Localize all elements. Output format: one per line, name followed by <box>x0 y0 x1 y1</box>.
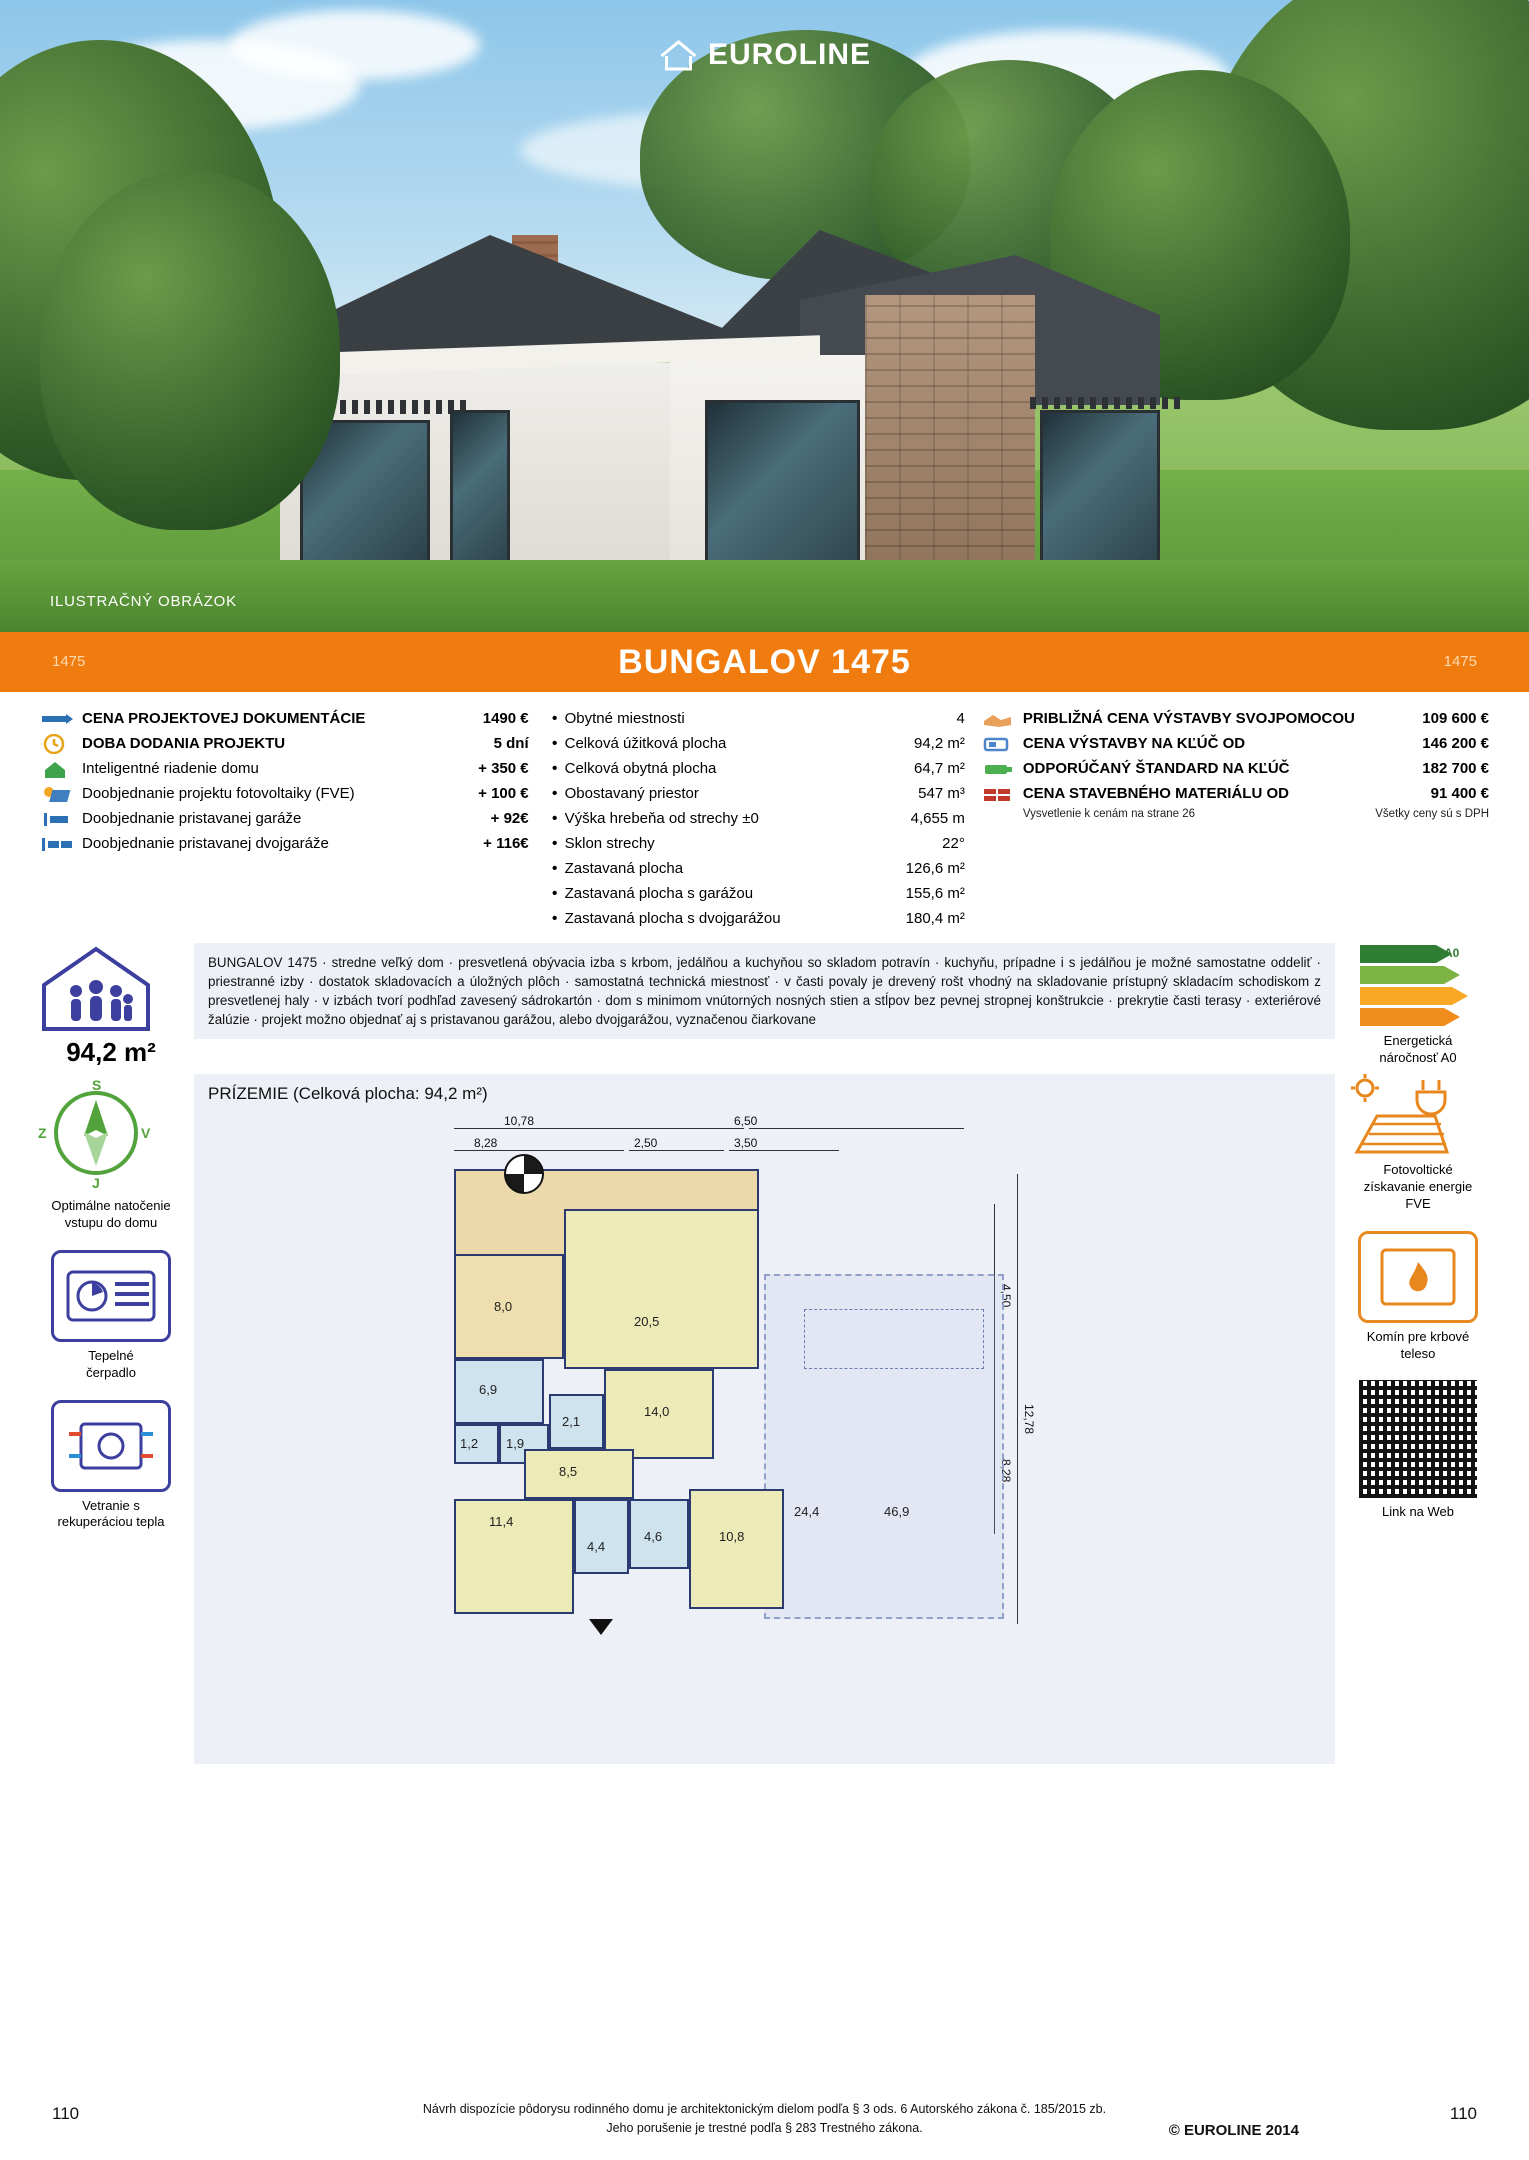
param-row <box>545 781 965 806</box>
spec-row <box>40 731 529 756</box>
dim-top-4: 2,50 <box>634 1136 658 1150</box>
orientation-badge <box>36 1074 186 1232</box>
dim-top-5: 3,50 <box>734 1136 758 1150</box>
param-value: 180,4 m² <box>905 910 965 927</box>
spec-value: + 92€ <box>490 810 529 827</box>
heat-pump-icon <box>51 1250 171 1342</box>
energy-label-icon <box>1358 943 1478 1027</box>
spec-value: 182 700 € <box>1422 760 1490 777</box>
param-row <box>545 906 965 931</box>
orientation-caption: Optimálne natočenie vstupu do domu <box>51 1198 171 1230</box>
garage-door-dash <box>804 1309 984 1369</box>
spec-row <box>40 706 529 731</box>
key-icon <box>981 734 1023 754</box>
param-row <box>545 706 965 731</box>
room-area: 6,9 <box>479 1382 498 1397</box>
pergola <box>1030 397 1180 409</box>
room-area: 8,0 <box>494 1299 513 1314</box>
param-label: Celková obytná plocha <box>564 760 717 777</box>
floorplan-title: PRÍZEMIE (Celková plocha: 94,2 m²) <box>208 1084 488 1103</box>
web-link-badge[interactable] <box>1343 1380 1493 1521</box>
brand-logo <box>658 38 871 72</box>
spec-value: 146 200 € <box>1422 735 1490 752</box>
spec-label: CENA VÝSTAVBY NA KĽÚČ OD <box>1022 735 1246 752</box>
spec-label: Doobjednanie pristavanej garáže <box>82 810 302 827</box>
description-section <box>0 937 1529 1068</box>
ventilation-badge <box>36 1400 186 1532</box>
total-area-value: 94,2 m² <box>66 1037 156 1067</box>
param-row <box>545 856 965 881</box>
param-value: 4,655 m <box>910 810 965 827</box>
param-label: Výška hrebeňa od strechy ±0 <box>564 810 759 827</box>
spec-value: 1490 € <box>482 710 529 727</box>
build-price-column <box>981 706 1489 931</box>
garage-double-icon <box>40 834 82 854</box>
bullet: • <box>551 834 558 852</box>
north-marker-icon <box>504 1154 544 1194</box>
param-value: 94,2 m² <box>913 735 965 752</box>
param-label: Sklon strechy <box>564 835 655 852</box>
spec-value: + 116€ <box>483 835 529 852</box>
spec-value: + 100 € <box>478 785 529 802</box>
left-badges <box>36 1074 186 1764</box>
spec-row <box>40 756 529 781</box>
param-row <box>545 756 965 781</box>
price-column <box>40 706 529 931</box>
spec-row <box>40 831 529 856</box>
floorplan-section <box>0 1068 1529 1764</box>
heatpump-caption: Tepelné čerpadlo <box>86 1347 136 1380</box>
tree <box>40 170 340 530</box>
spec-row <box>40 806 529 831</box>
spec-row <box>981 756 1489 781</box>
param-value: 547 m³ <box>918 785 965 802</box>
window <box>450 410 510 575</box>
hero-image <box>0 0 1529 632</box>
param-value: 126,6 m² <box>905 860 965 877</box>
blueprint-icon <box>40 711 82 727</box>
price-notes <box>981 808 1489 820</box>
spec-label: Inteligentné riadenie domu <box>82 760 259 777</box>
floorplan <box>194 1074 1335 1764</box>
solar-panel-icon <box>40 784 82 804</box>
standard-icon <box>981 759 1023 779</box>
bullet: • <box>551 909 558 927</box>
room-area: 46,9 <box>884 1504 910 1519</box>
house-description: BUNGALOV 1475 · stredne veľký dom · presvetlená obývacia izba s krbom, jedálňou a kuchyňou so skladom potravín · kuchyňu, prípadne i s jedálňou je možné samostatne oddeliť · priestranné izby · dostatok skladovacích a úložných plôch · samostatná technická miestnosť · v časti povaly je drevený rošt vhodný na skladovanie prístupný skladacím schodiskom z presvetlenej haly · v izbách tvorí podhľad zavesený sádrokartón · dom s minimom vnútorných nosných stien a stĺpov bez pevnej stropnej konštrukcie · prekrytie časti terasy · exteriérové žalúzie · projekt možno objednať aj s pristavanou garážou, alebo dvojgarážou, vyznačenou čiarkovane <box>194 943 1335 1039</box>
photovoltaic-badge <box>1343 1074 1493 1213</box>
dim-rule <box>629 1150 724 1151</box>
window <box>1040 410 1160 580</box>
room-area: 8,5 <box>559 1464 578 1479</box>
room-wardrobe <box>574 1499 629 1574</box>
fireplace-badge <box>1343 1231 1493 1363</box>
bullet: • <box>551 759 558 777</box>
dim-rule <box>749 1128 964 1129</box>
param-label: Zastavaná plocha <box>564 860 684 877</box>
dim-rule <box>729 1150 839 1151</box>
family-house-icon <box>36 943 186 1035</box>
room-area: 1,2 <box>460 1436 479 1451</box>
spec-row <box>981 706 1489 731</box>
spec-label: CENA PROJEKTOVEJ DOKUMENTÁCIE <box>82 710 366 727</box>
svg-text:Z: Z <box>38 1125 47 1141</box>
handshake-icon <box>981 709 1023 729</box>
spec-label: PRIBLIŽNÁ CENA VÝSTAVBY SVOJPOMOCOU <box>1022 710 1355 727</box>
svg-text:A0: A0 <box>1444 946 1460 960</box>
heatpump-badge <box>36 1250 186 1382</box>
room-area: 24,4 <box>794 1504 820 1519</box>
dim-top-3: 8,28 <box>474 1136 498 1150</box>
dim-rule <box>1017 1174 1018 1624</box>
brand-name: EUROLINE <box>707 38 872 71</box>
svg-text:S: S <box>92 1077 102 1093</box>
dim-rule <box>454 1128 744 1129</box>
room-area: 4,6 <box>644 1529 663 1544</box>
ventilation-caption: Vetranie s rekuperáciou tepla <box>57 1497 165 1530</box>
entry-arrow-icon <box>589 1619 613 1635</box>
spec-row <box>40 781 529 806</box>
specs-section <box>0 692 1529 937</box>
dim-right-2: 12,78 <box>1022 1404 1036 1435</box>
copyright: © EUROLINE 2014 <box>1168 2122 1299 2139</box>
room-living <box>564 1209 759 1369</box>
energy-caption: Energetická náročnosť A0 <box>1379 1033 1457 1065</box>
dim-top-2: 6,50 <box>734 1114 758 1128</box>
hero-caption: ILUSTRAČNÝ OBRÁZOK <box>50 593 237 610</box>
room-bedroom-1 <box>454 1499 574 1614</box>
room-bedroom-2 <box>689 1489 784 1609</box>
bullet: • <box>551 734 558 752</box>
spec-row <box>981 731 1489 756</box>
param-value: 64,7 m² <box>913 760 965 777</box>
dim-right-3: 8,28 <box>999 1459 1013 1483</box>
bricks-icon <box>981 784 1023 804</box>
fireplace-caption: Komín pre krbové teleso <box>1366 1328 1470 1361</box>
smart-home-icon <box>40 759 82 779</box>
room-area: 20,5 <box>634 1314 660 1329</box>
param-value: 155,6 m² <box>905 885 965 902</box>
param-label: Obostavaný priestor <box>564 785 699 802</box>
param-value: 22° <box>942 835 965 852</box>
page-number-left: 110 <box>52 2104 80 2123</box>
spec-label: DOBA DODANIA PROJEKTU <box>82 735 286 752</box>
room-area: 4,4 <box>587 1539 606 1554</box>
room-area: 10,8 <box>719 1529 745 1544</box>
energy-badge <box>1343 943 1493 1067</box>
garage-single-icon <box>40 809 82 829</box>
spec-value: + 350 € <box>478 760 529 777</box>
compass-icon <box>36 1074 186 1192</box>
param-row <box>545 731 965 756</box>
photovoltaic-caption: Fotovoltické získavanie energie FVE <box>1363 1162 1473 1211</box>
room-area: 11,4 <box>489 1514 514 1529</box>
badge-area <box>36 943 186 1068</box>
photovoltaic-icon <box>1343 1074 1493 1156</box>
web-link-caption: Link na Web <box>1381 1504 1455 1520</box>
param-row <box>545 806 965 831</box>
spec-label: Doobjednanie pristavanej dvojgaráže <box>82 835 329 852</box>
qr-code-icon[interactable] <box>1359 1380 1477 1498</box>
spec-row <box>981 781 1489 806</box>
title-bar <box>0 632 1529 692</box>
dim-rule <box>454 1150 624 1151</box>
spec-value: 109 600 € <box>1422 710 1490 727</box>
page-footer <box>0 2092 1529 2160</box>
param-label: Zastavaná plocha s dvojgarážou <box>564 910 781 927</box>
stone-cladding <box>865 295 1035 595</box>
house-outline-icon <box>658 38 698 72</box>
page-number-right: 110 <box>1449 2104 1477 2123</box>
param-label: Zastavaná plocha s garážou <box>564 885 754 902</box>
param-label: Celková úžitková plocha <box>564 735 727 752</box>
bullet: • <box>551 809 558 827</box>
legal-text <box>0 2100 1529 2138</box>
price-note-right: Všetky ceny sú s DPH <box>1375 808 1490 820</box>
right-badges <box>1343 1074 1493 1764</box>
ventilation-icon <box>51 1400 171 1492</box>
bullet: • <box>551 859 558 877</box>
room-area: 1,9 <box>506 1436 525 1451</box>
fireplace-icon <box>1358 1231 1478 1323</box>
dim-right-1: 4,50 <box>999 1284 1013 1308</box>
room-technical <box>454 1359 544 1424</box>
model-code-left: 1475 <box>52 653 86 670</box>
room-area: 2,1 <box>562 1414 581 1429</box>
legal-line-2: Jeho porušenie je trestné podľa § 283 Trestného zákona. <box>606 2120 923 2135</box>
svg-text:J: J <box>92 1175 100 1191</box>
price-note-left: Vysvetlenie k cenám na strane 26 <box>1022 808 1196 820</box>
page-title: BUNGALOV 1475 <box>618 642 911 681</box>
spec-label: Doobjednanie projektu fotovoltaiky (FVE) <box>82 785 355 802</box>
cloud <box>230 10 480 80</box>
spec-label: CENA STAVEBNÉHO MATERIÁLU OD <box>1022 785 1289 802</box>
spec-value: 91 400 € <box>1430 785 1490 802</box>
param-row <box>545 881 965 906</box>
clock-icon <box>40 734 82 754</box>
floorplan-canvas <box>204 1114 1325 1754</box>
room-area: 14,0 <box>644 1404 670 1419</box>
param-label: Obytné miestnosti <box>564 710 685 727</box>
param-row <box>545 831 965 856</box>
svg-text:V: V <box>141 1125 151 1141</box>
legal-line-1: Návrh dispozície pôdorysu rodinného domu je architektonickým dielom podľa § 3 ods. 6 Autorského zákona č. 185/2015 zb. <box>422 2102 1107 2116</box>
parameters-column <box>545 706 965 931</box>
model-code-right: 1475 <box>1443 653 1477 670</box>
dim-top-1: 10,78 <box>504 1114 535 1128</box>
bullet: • <box>551 784 558 802</box>
spec-label: ODPORÚČANÝ ŠTANDARD NA KĽÚČ <box>1022 760 1290 777</box>
room-corridor <box>524 1449 634 1499</box>
param-value: 4 <box>956 710 965 727</box>
bullet: • <box>551 884 558 902</box>
spec-value: 5 dní <box>493 735 529 752</box>
bullet: • <box>551 709 558 727</box>
